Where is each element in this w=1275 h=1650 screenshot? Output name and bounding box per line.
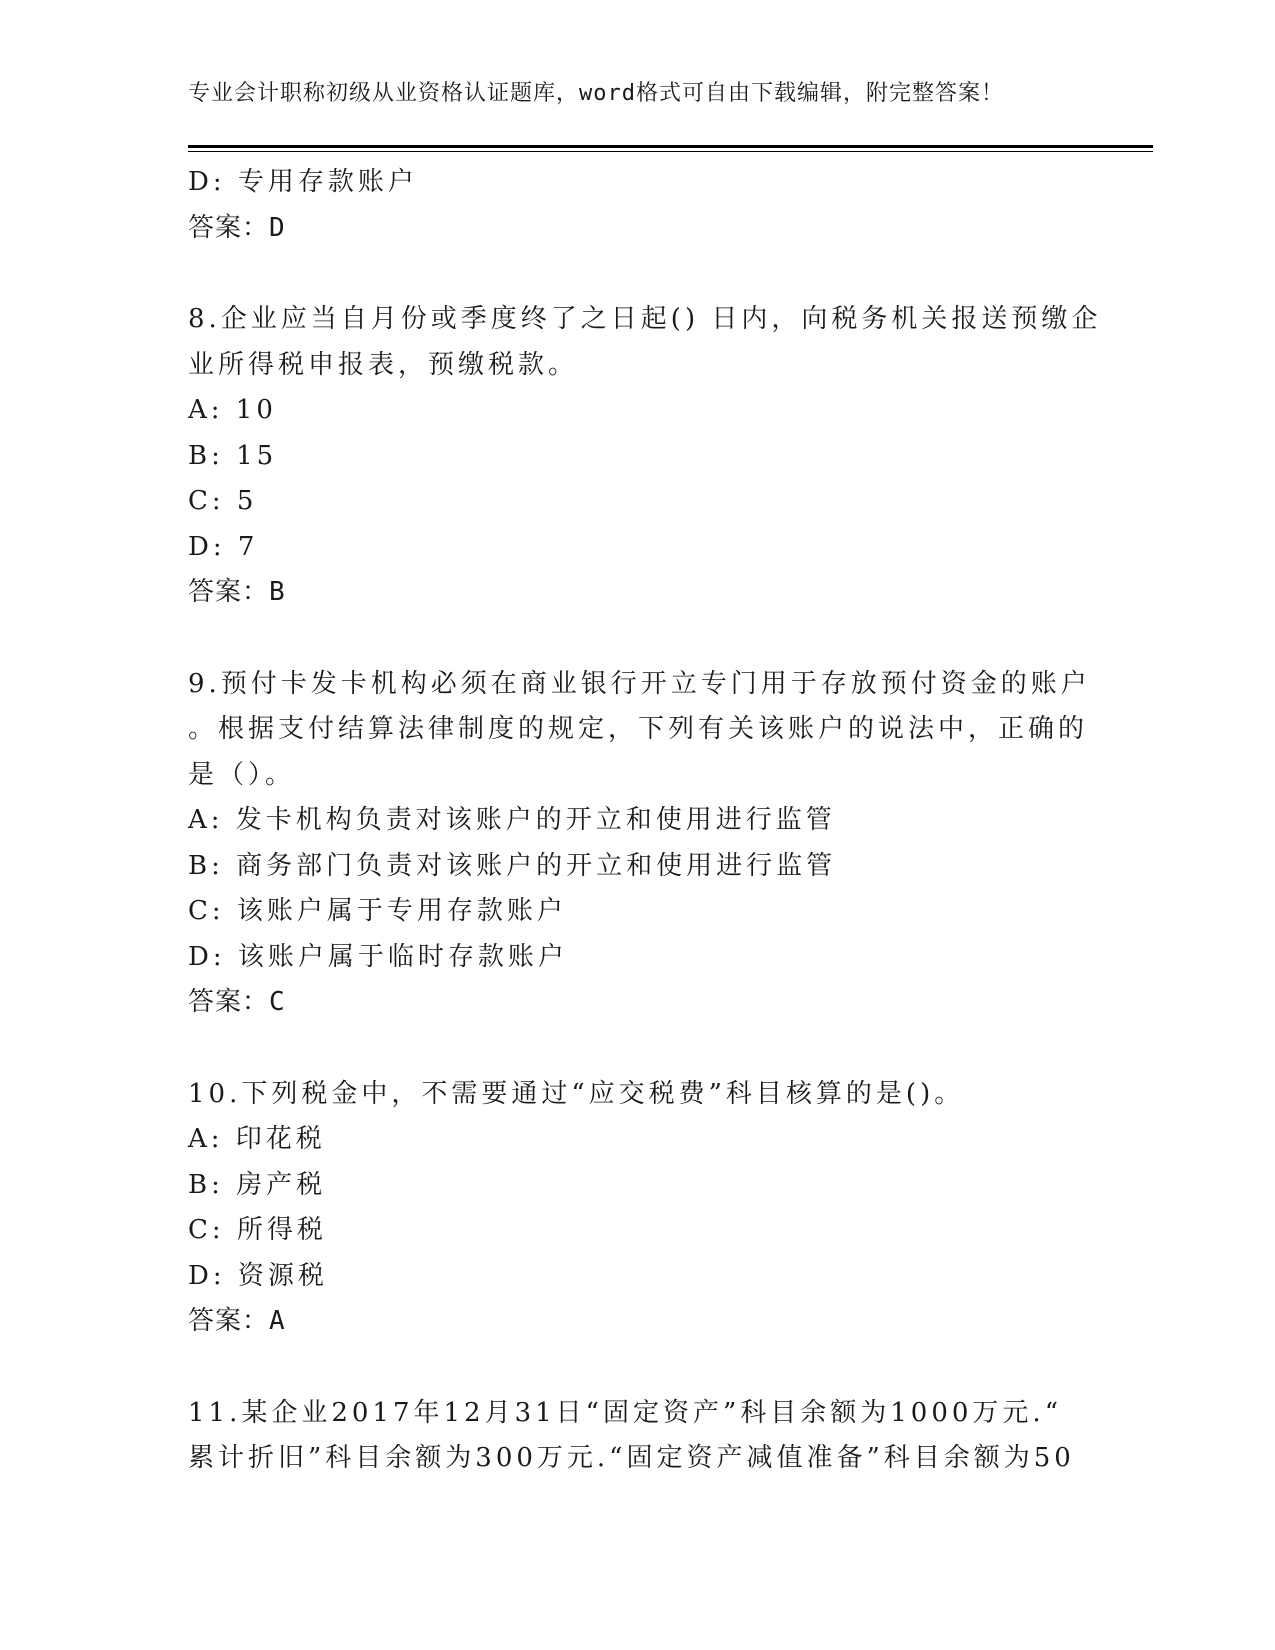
answer-value: A: [269, 1306, 286, 1336]
continued-question: [188, 160, 1088, 251]
option-d: D: 专用存款账户: [188, 167, 418, 197]
answer-line: [188, 980, 1088, 1026]
option-a: A: 10: [188, 395, 277, 425]
question-10: [188, 1072, 1088, 1345]
answer-label: 答案：: [188, 212, 270, 243]
question-9: [188, 662, 1091, 1026]
answer-label: 答案：: [188, 987, 270, 1017]
question-stem-line: 9.预付卡发卡机构必须在商业银行开立专门用于存放预付资金的账户: [188, 668, 1091, 699]
option-d: D: 资源税: [188, 1260, 328, 1291]
option-b: B: 15: [188, 440, 278, 471]
question-content: [188, 160, 1102, 1482]
answer-line: [188, 1299, 1088, 1345]
option-c: C: 所得税: [188, 1215, 327, 1245]
option-c: C: 该账户属于专用存款账户: [188, 896, 567, 926]
option-a: A: 发卡机构负责对该账户的开立和使用进行监管: [188, 805, 836, 835]
answer-label: 答案：: [188, 1306, 270, 1336]
option-b: B: 房产税: [188, 1169, 327, 1200]
question-stem-line: 业所得税申报表，预缴税款。: [188, 349, 579, 380]
option-a: A: 印花税: [188, 1124, 326, 1154]
question-stem-line: 。根据支付结算法律制度的规定，下列有关该账户的说法中，正确的: [188, 714, 1089, 744]
option-d: D: 7: [188, 531, 259, 562]
question-stem-line: 是（）。: [188, 759, 296, 790]
answer-value: D: [269, 212, 286, 243]
question-stem-line: 10.下列税金中，不需要通过“应交税费”科目核算的是()。: [188, 1078, 965, 1109]
answer-label: 答案：: [188, 577, 270, 607]
question-stem-line: 11.某企业2017年12月31日“固定资产”科目余额为1000万元.“: [188, 1397, 1062, 1428]
header-rule-thick: [188, 145, 1153, 148]
answer-value: C: [269, 987, 286, 1017]
answer-line: [188, 206, 1088, 252]
option-d: D: 该账户属于临时存款账户: [188, 941, 568, 972]
option-c: C: 5: [188, 486, 258, 516]
answer-value: B: [269, 577, 286, 607]
question-11: [188, 1391, 1088, 1482]
question-8: [188, 297, 1102, 616]
question-stem-line: 8.企业应当自月份或季度终了之日起() 日内，向税务机关报送预缴企: [188, 304, 1102, 334]
header-rule-thin: [188, 151, 1153, 152]
question-stem-line: 累计折旧”科目余额为300万元.“固定资产减值准备”科目余额为50: [188, 1443, 1075, 1473]
option-b: B: 商务部门负责对该账户的开立和使用进行监管: [188, 850, 837, 881]
answer-line: [188, 570, 1088, 616]
page-header: 专业会计职称初级从业资格认证题库，word格式可自由下载编辑，附完整答案！: [188, 81, 1004, 106]
